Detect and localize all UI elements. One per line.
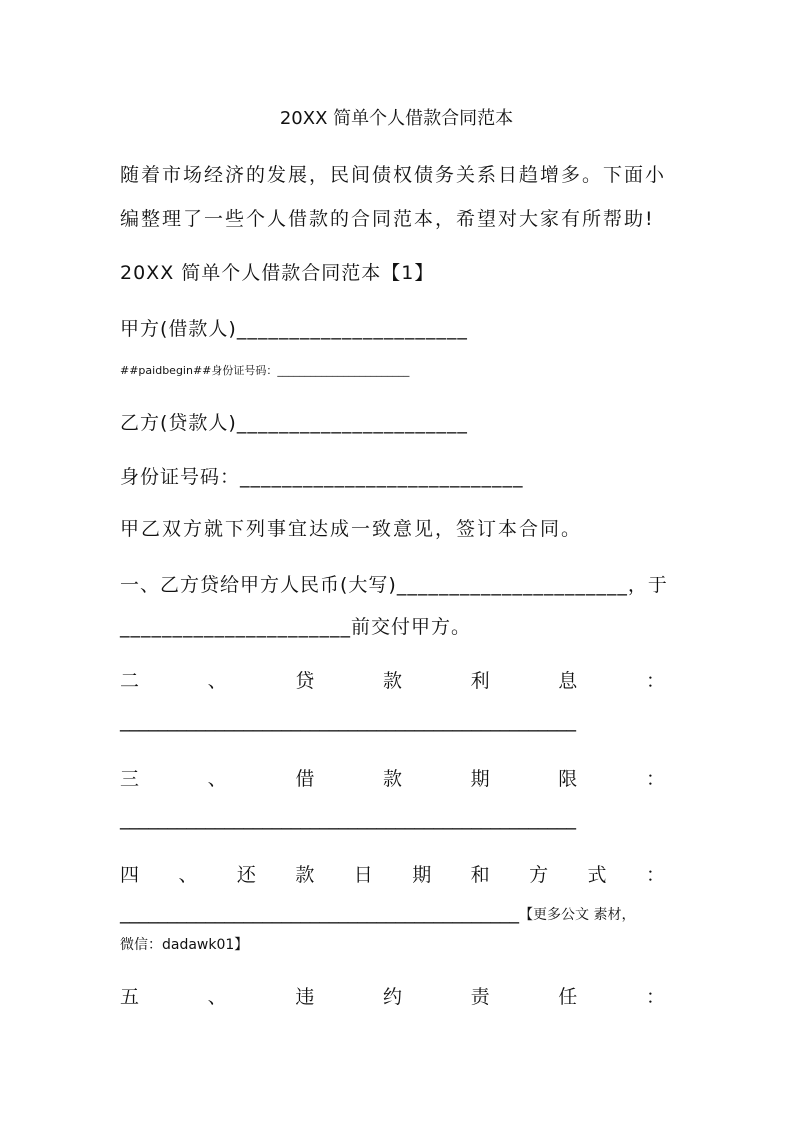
clause-4-char: ： bbox=[645, 864, 665, 886]
clause-5-char: 约 bbox=[382, 986, 402, 1008]
clause-3-blank: ________________________________________________ bbox=[120, 808, 576, 830]
clause-2-char: 、 bbox=[207, 670, 227, 692]
clause-2-char: 贷 bbox=[295, 670, 315, 692]
clause-4-char: 期 bbox=[412, 864, 432, 886]
clause-4-char: 还 bbox=[236, 864, 256, 886]
clause-1-line-1: 一、乙方贷给甲方人民币(大写)______________________，于 bbox=[120, 574, 668, 596]
clause-4-char: 四 bbox=[120, 864, 140, 886]
clause-4-char: 方 bbox=[529, 864, 549, 886]
party-a-line: 甲方(借款人)______________________ bbox=[120, 318, 468, 340]
clause-5-char: ： bbox=[645, 986, 665, 1008]
promo-note-part-1: 【更多公文 素材， bbox=[519, 907, 636, 923]
agreement-line: 甲乙双方就下列事宜达成一致意见，签订本合同。 bbox=[120, 518, 583, 540]
clause-3-char: 限 bbox=[558, 768, 578, 790]
promo-note-part-2: 微信：dadawk01】 bbox=[120, 937, 249, 953]
clause-3-char: ： bbox=[645, 768, 665, 790]
clause-2-blank: ________________________________________________ bbox=[120, 710, 576, 732]
clause-2-char: 款 bbox=[382, 670, 402, 692]
clause-5-char: 任 bbox=[558, 986, 578, 1008]
clause-2-char: ： bbox=[645, 670, 665, 692]
clause-2-heading bbox=[120, 666, 665, 693]
clause-4-blank-line bbox=[120, 902, 675, 924]
clause-3-heading bbox=[120, 764, 665, 791]
clause-3-char: 三 bbox=[120, 768, 140, 790]
clause-2-char: 二 bbox=[120, 670, 140, 692]
intro-line-1: 随着市场经济的发展，民间债权债务关系日趋增多。下面小 bbox=[120, 164, 667, 186]
document-title: 20XX 简单个人借款合同范本 bbox=[279, 108, 514, 129]
intro-line-2: 编整理了一些个人借款的合同范本，希望对大家有所帮助! bbox=[120, 208, 655, 230]
clause-5-char: 、 bbox=[207, 986, 227, 1008]
clause-4-char: 、 bbox=[178, 864, 198, 886]
clause-3-char: 借 bbox=[295, 768, 315, 790]
clause-4-heading bbox=[120, 860, 665, 887]
clause-4-blank: __________________________________________ bbox=[120, 902, 519, 924]
clause-5-heading bbox=[120, 982, 665, 1009]
clause-5-char: 责 bbox=[470, 986, 490, 1008]
clause-1-line-2: ______________________前交付甲方。 bbox=[120, 616, 472, 638]
clause-2-char: 利 bbox=[470, 670, 490, 692]
clause-4-char: 和 bbox=[470, 864, 490, 886]
clause-4-char: 式 bbox=[587, 864, 607, 886]
clause-3-char: 期 bbox=[470, 768, 490, 790]
clause-3-char: 、 bbox=[207, 768, 227, 790]
clause-5-char: 违 bbox=[295, 986, 315, 1008]
party-a-id-line: ##paidbegin##身份证号码：________________________ bbox=[120, 364, 410, 377]
clause-5-char: 五 bbox=[120, 986, 140, 1008]
party-b-line: 乙方(贷款人)______________________ bbox=[120, 412, 468, 434]
section-heading: 20XX 简单个人借款合同范本【1】 bbox=[120, 262, 435, 284]
clause-4-char: 款 bbox=[295, 864, 315, 886]
clause-4-char: 日 bbox=[353, 864, 373, 886]
party-b-id-line: 身份证号码：___________________________ bbox=[120, 466, 524, 488]
clause-2-char: 息 bbox=[558, 670, 578, 692]
clause-3-char: 款 bbox=[382, 768, 402, 790]
